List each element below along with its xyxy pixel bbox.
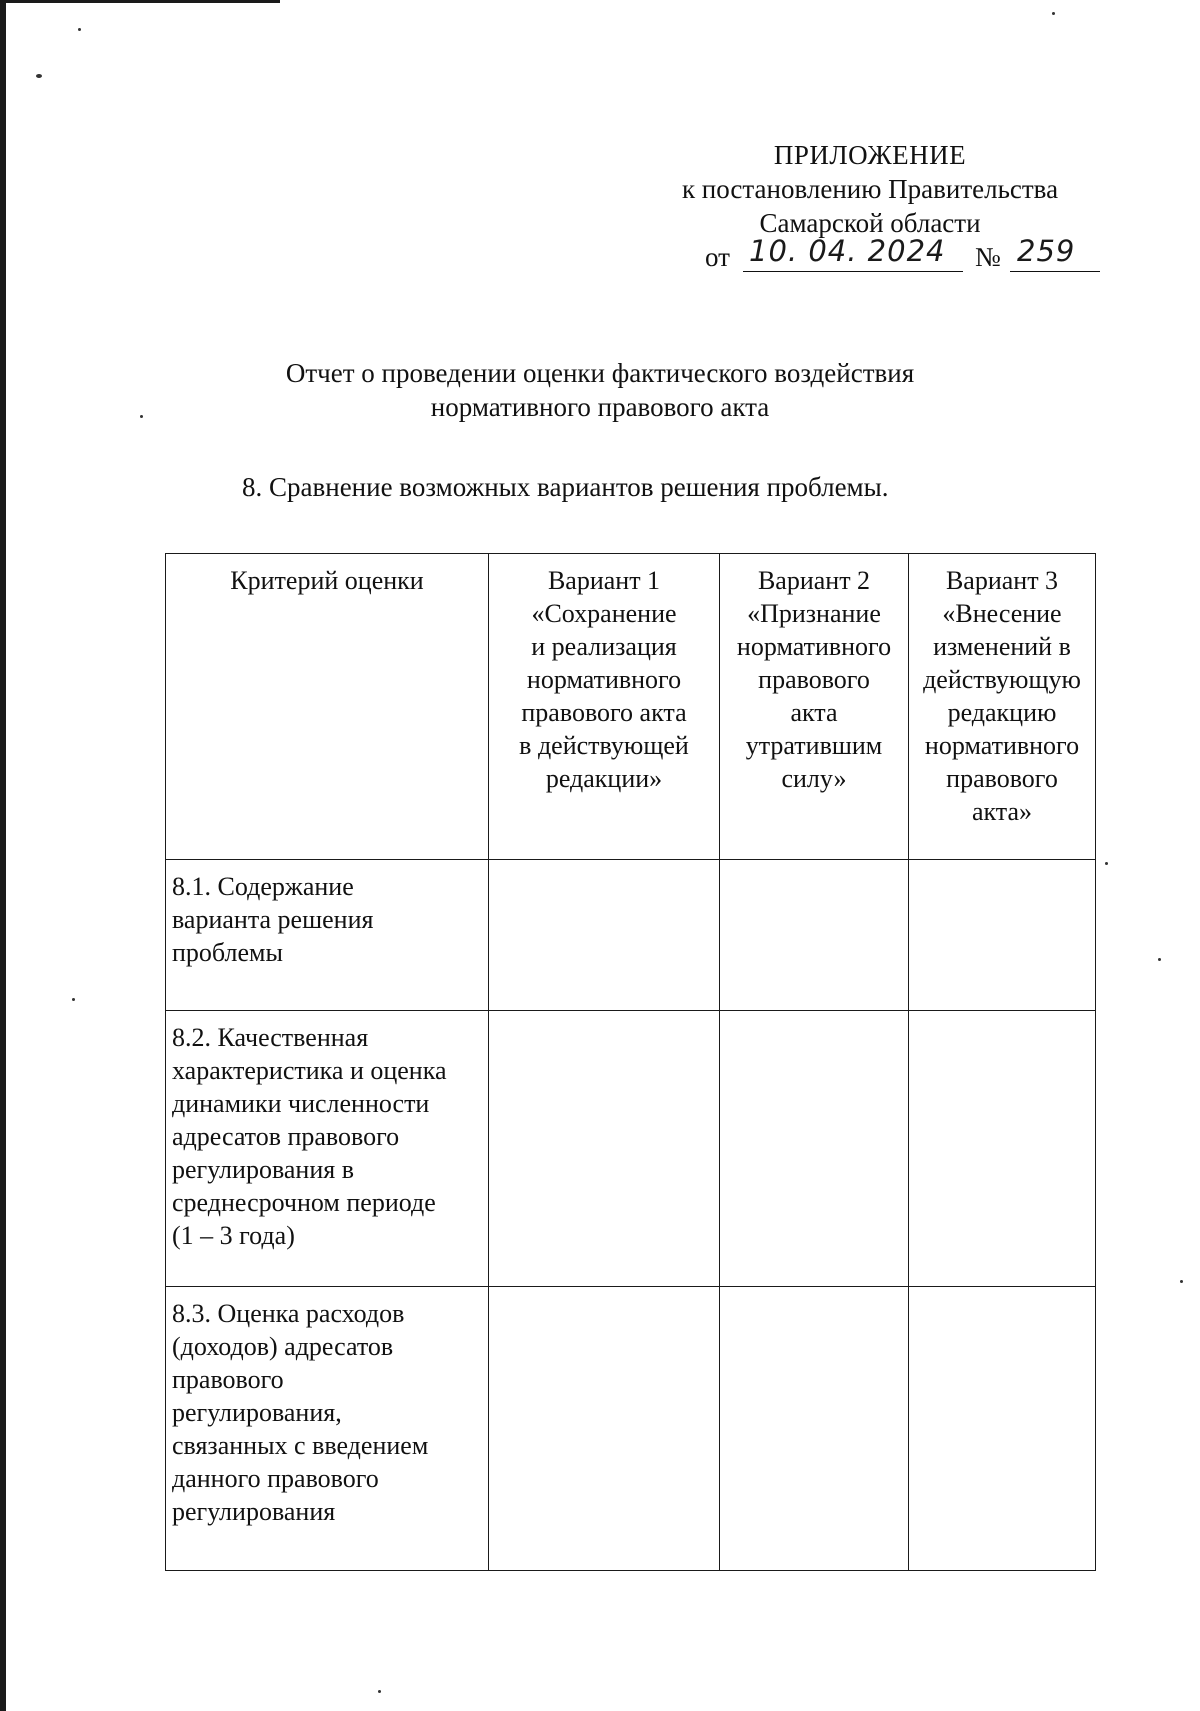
- comparison-table: [165, 553, 1096, 1571]
- number-prefix: №: [975, 242, 1001, 272]
- variant-1-cell: [489, 1287, 720, 1571]
- report-title: [200, 356, 1000, 424]
- variant-2-cell: [720, 1011, 909, 1287]
- date-underline: [743, 271, 963, 272]
- variant-1-cell: [489, 860, 720, 1011]
- table-row: [166, 860, 1096, 1011]
- variant-2-cell: [720, 860, 909, 1011]
- scan-speck: [72, 998, 75, 1001]
- appendix-line-region: Самарской области: [759, 208, 981, 238]
- criterion-cell: 8.2. Качественная характеристика и оценка динамики численности адресатов правового регулирования в среднесрочном периоде (1 – 3 года): [166, 1011, 489, 1287]
- scan-speck: [36, 74, 42, 78]
- date-prefix: от: [705, 242, 730, 272]
- criterion-cell: 8.3. Оценка расходов (доходов) адресатов правового регулирования, связанных с введением данного правового регулирования: [166, 1287, 489, 1571]
- variant-3-cell: [909, 860, 1096, 1011]
- appendix-header: [640, 138, 1100, 240]
- appendix-date-number: [705, 234, 1105, 276]
- appendix-line-decree: к постановлению Правительства: [681, 174, 1059, 204]
- section-heading: 8. Сравнение возможных вариантов решения проблемы.: [242, 472, 889, 502]
- report-title-line-2: нормативного правового акта: [430, 392, 770, 422]
- handwritten-date: 10. 04. 2024: [749, 234, 946, 268]
- scan-speck: [378, 1690, 381, 1693]
- header-variant-3: Вариант 3 «Внесение изменений в действующую редакцию нормативного правового акта»: [909, 554, 1096, 860]
- criterion-cell: 8.1. Содержание варианта решения проблемы: [166, 860, 489, 1011]
- report-title-line-1: Отчет о проведении оценки фактического воздействия: [285, 358, 915, 388]
- variant-3-cell: [909, 1287, 1096, 1571]
- header-variant-1: Вариант 1 «Сохранение и реализация нормативного правового акта в действующей редакции»: [489, 554, 720, 860]
- variant-1-cell: [489, 1011, 720, 1287]
- scan-speck: [1158, 958, 1161, 961]
- table-row: [166, 1011, 1096, 1287]
- header-variant-2: Вариант 2 «Признание нормативного правового акта утратившим силу»: [720, 554, 909, 860]
- table-header-row: [166, 554, 1096, 860]
- variant-3-cell: [909, 1011, 1096, 1287]
- scan-speck: [1052, 12, 1055, 15]
- scan-speck: [140, 415, 143, 418]
- variant-2-cell: [720, 1287, 909, 1571]
- scan-speck: [78, 28, 81, 31]
- table-row: [166, 1287, 1096, 1571]
- scan-edge-top: [0, 0, 280, 3]
- appendix-title: ПРИЛОЖЕНИЕ: [773, 140, 967, 170]
- scan-edge-left: [0, 0, 6, 1711]
- header-criterion: Критерий оценки: [166, 554, 489, 860]
- handwritten-number: 259: [1017, 234, 1076, 268]
- scan-speck: [1180, 1280, 1183, 1283]
- number-underline: [1010, 271, 1100, 272]
- scan-speck: [1105, 862, 1108, 865]
